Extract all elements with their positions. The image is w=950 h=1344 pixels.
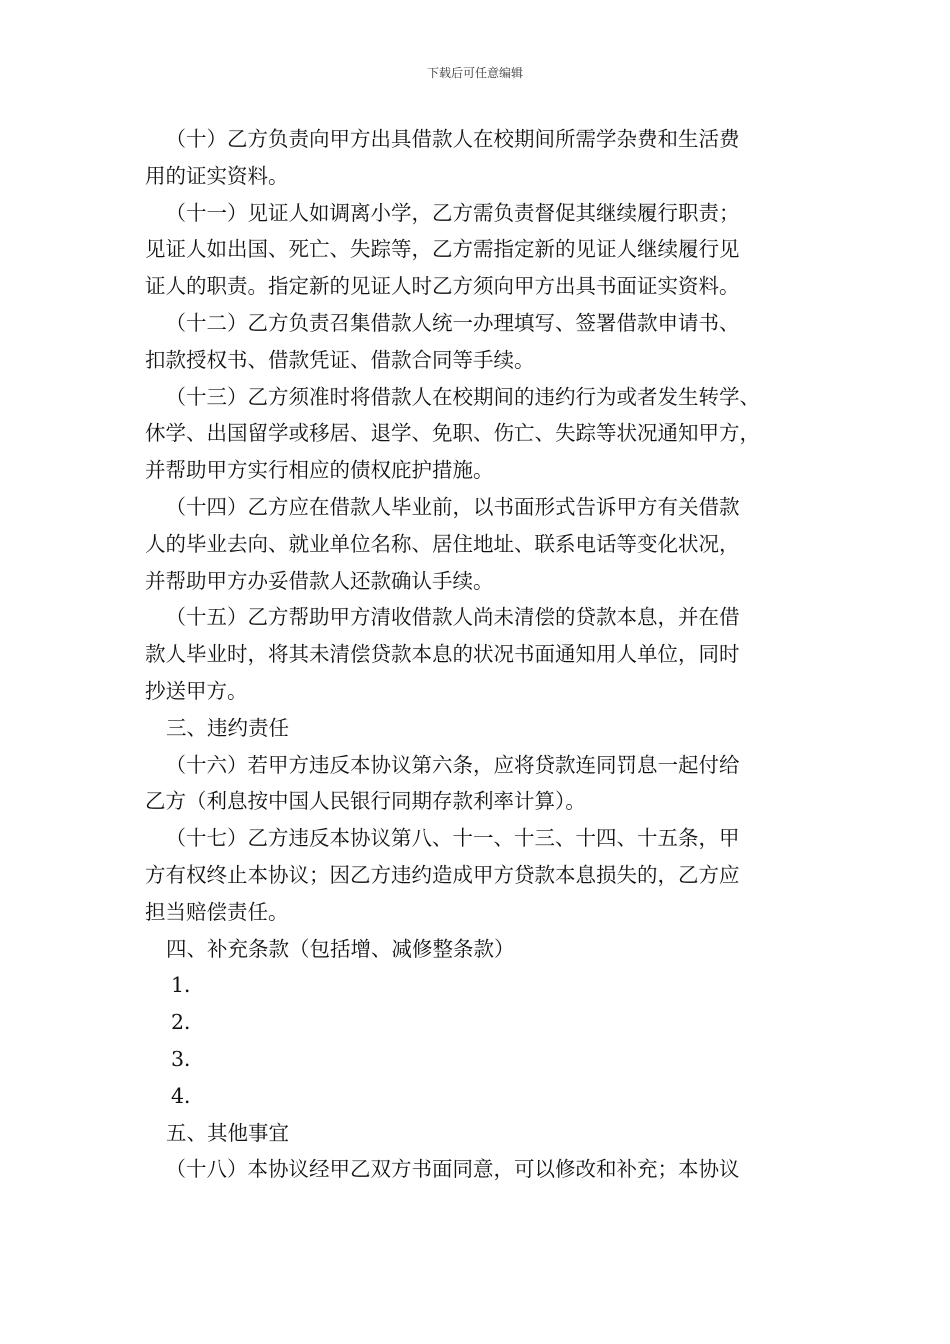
section-3-title: 三、违约责任 xyxy=(166,715,289,740)
clause-14-line-1: （十四）乙方应在借款人毕业前，以书面形式告诉甲方有关借款 xyxy=(165,494,740,519)
clause-11 xyxy=(145,195,817,305)
clause-13-line-3: 并帮助甲方实行相应的债权庇护措施。 xyxy=(145,458,494,483)
supplement-item-1: 1． xyxy=(171,973,205,998)
clause-16-line-1: （十六）若甲方违反本协议第六条，应将贷款连同罚息一起付给 xyxy=(165,752,740,777)
clause-15 xyxy=(145,599,817,709)
clause-12-line-2: 扣款授权书、借款凭证、借款合同等手续。 xyxy=(145,347,535,372)
supplement-item-2: 2． xyxy=(171,1010,205,1035)
document-body xyxy=(145,121,817,1188)
clause-16 xyxy=(145,747,817,821)
clause-14-line-3: 并帮助甲方办妥借款人还款确认手续。 xyxy=(145,568,494,593)
clause-18-line-1: （十八）本协议经甲乙双方书面同意，可以修改和补充；本协议 xyxy=(165,1157,740,1182)
clause-14-line-2: 人的毕业去向、就业单位名称、居住地址、联系电话等变化状况， xyxy=(145,531,740,556)
clause-17 xyxy=(145,820,817,930)
clause-17-line-1: （十七）乙方违反本协议第八、十一、十三、十四、十五条，甲 xyxy=(165,826,740,851)
clause-17-line-2: 方有权终止本协议；因乙方违约造成甲方贷款本息损失的，乙方应 xyxy=(145,862,740,887)
section-5-title: 五、其他事宜 xyxy=(166,1120,289,1145)
clause-12 xyxy=(145,305,817,379)
clause-14 xyxy=(145,489,817,599)
clause-15-line-3: 抄送甲方。 xyxy=(145,678,248,703)
clause-10-line-1: （十）乙方负责向甲方出具借款人在校期间所需学杂费和生活费 xyxy=(165,127,740,151)
clause-11-line-1: （十一）见证人如调离小学，乙方需负责督促其继续履行职责； xyxy=(165,200,740,225)
clause-16-line-2: 乙方（利息按中国人民银行同期存款利率计算）。 xyxy=(145,789,586,814)
clause-13-line-2: 休学、出国留学或移居、退学、免职、伤亡、失踪等状况通知甲方， xyxy=(145,421,760,446)
clause-13-line-1: （十三）乙方须准时将借款人在校期间的违约行为或者发生转学、 xyxy=(165,384,760,409)
clause-11-line-3: 证人的职责。指定新的见证人时乙方须向甲方出具书面证实资料。 xyxy=(145,274,740,299)
clause-10 xyxy=(145,121,817,195)
clause-11-line-2: 见证人如出国、死亡、失踪等，乙方需指定新的见证人继续履行见 xyxy=(145,237,740,262)
supplement-item-4: 4． xyxy=(171,1083,205,1108)
page-header: 下载后可任意编辑 xyxy=(426,66,523,80)
clause-15-line-2: 款人毕业时，将其未清偿贷款本息的状况书面通知用人单位，同时 xyxy=(145,642,740,667)
section-4-title: 四、补充条款（包括增、减修整条款） xyxy=(166,936,515,961)
clause-15-line-1: （十五）乙方帮助甲方清收借款人尚未清偿的贷款本息，并在借 xyxy=(165,605,740,630)
clause-17-line-3: 担当赔偿责任。 xyxy=(145,899,289,924)
clause-12-line-1: （十二）乙方负责召集借款人统一办理填写、签署借款申请书、 xyxy=(165,310,740,335)
clause-13 xyxy=(145,379,817,489)
clause-10-line-2: 用的证实资料。 xyxy=(145,163,289,188)
supplement-item-3: 3． xyxy=(171,1046,205,1071)
clause-18 xyxy=(145,1151,817,1188)
